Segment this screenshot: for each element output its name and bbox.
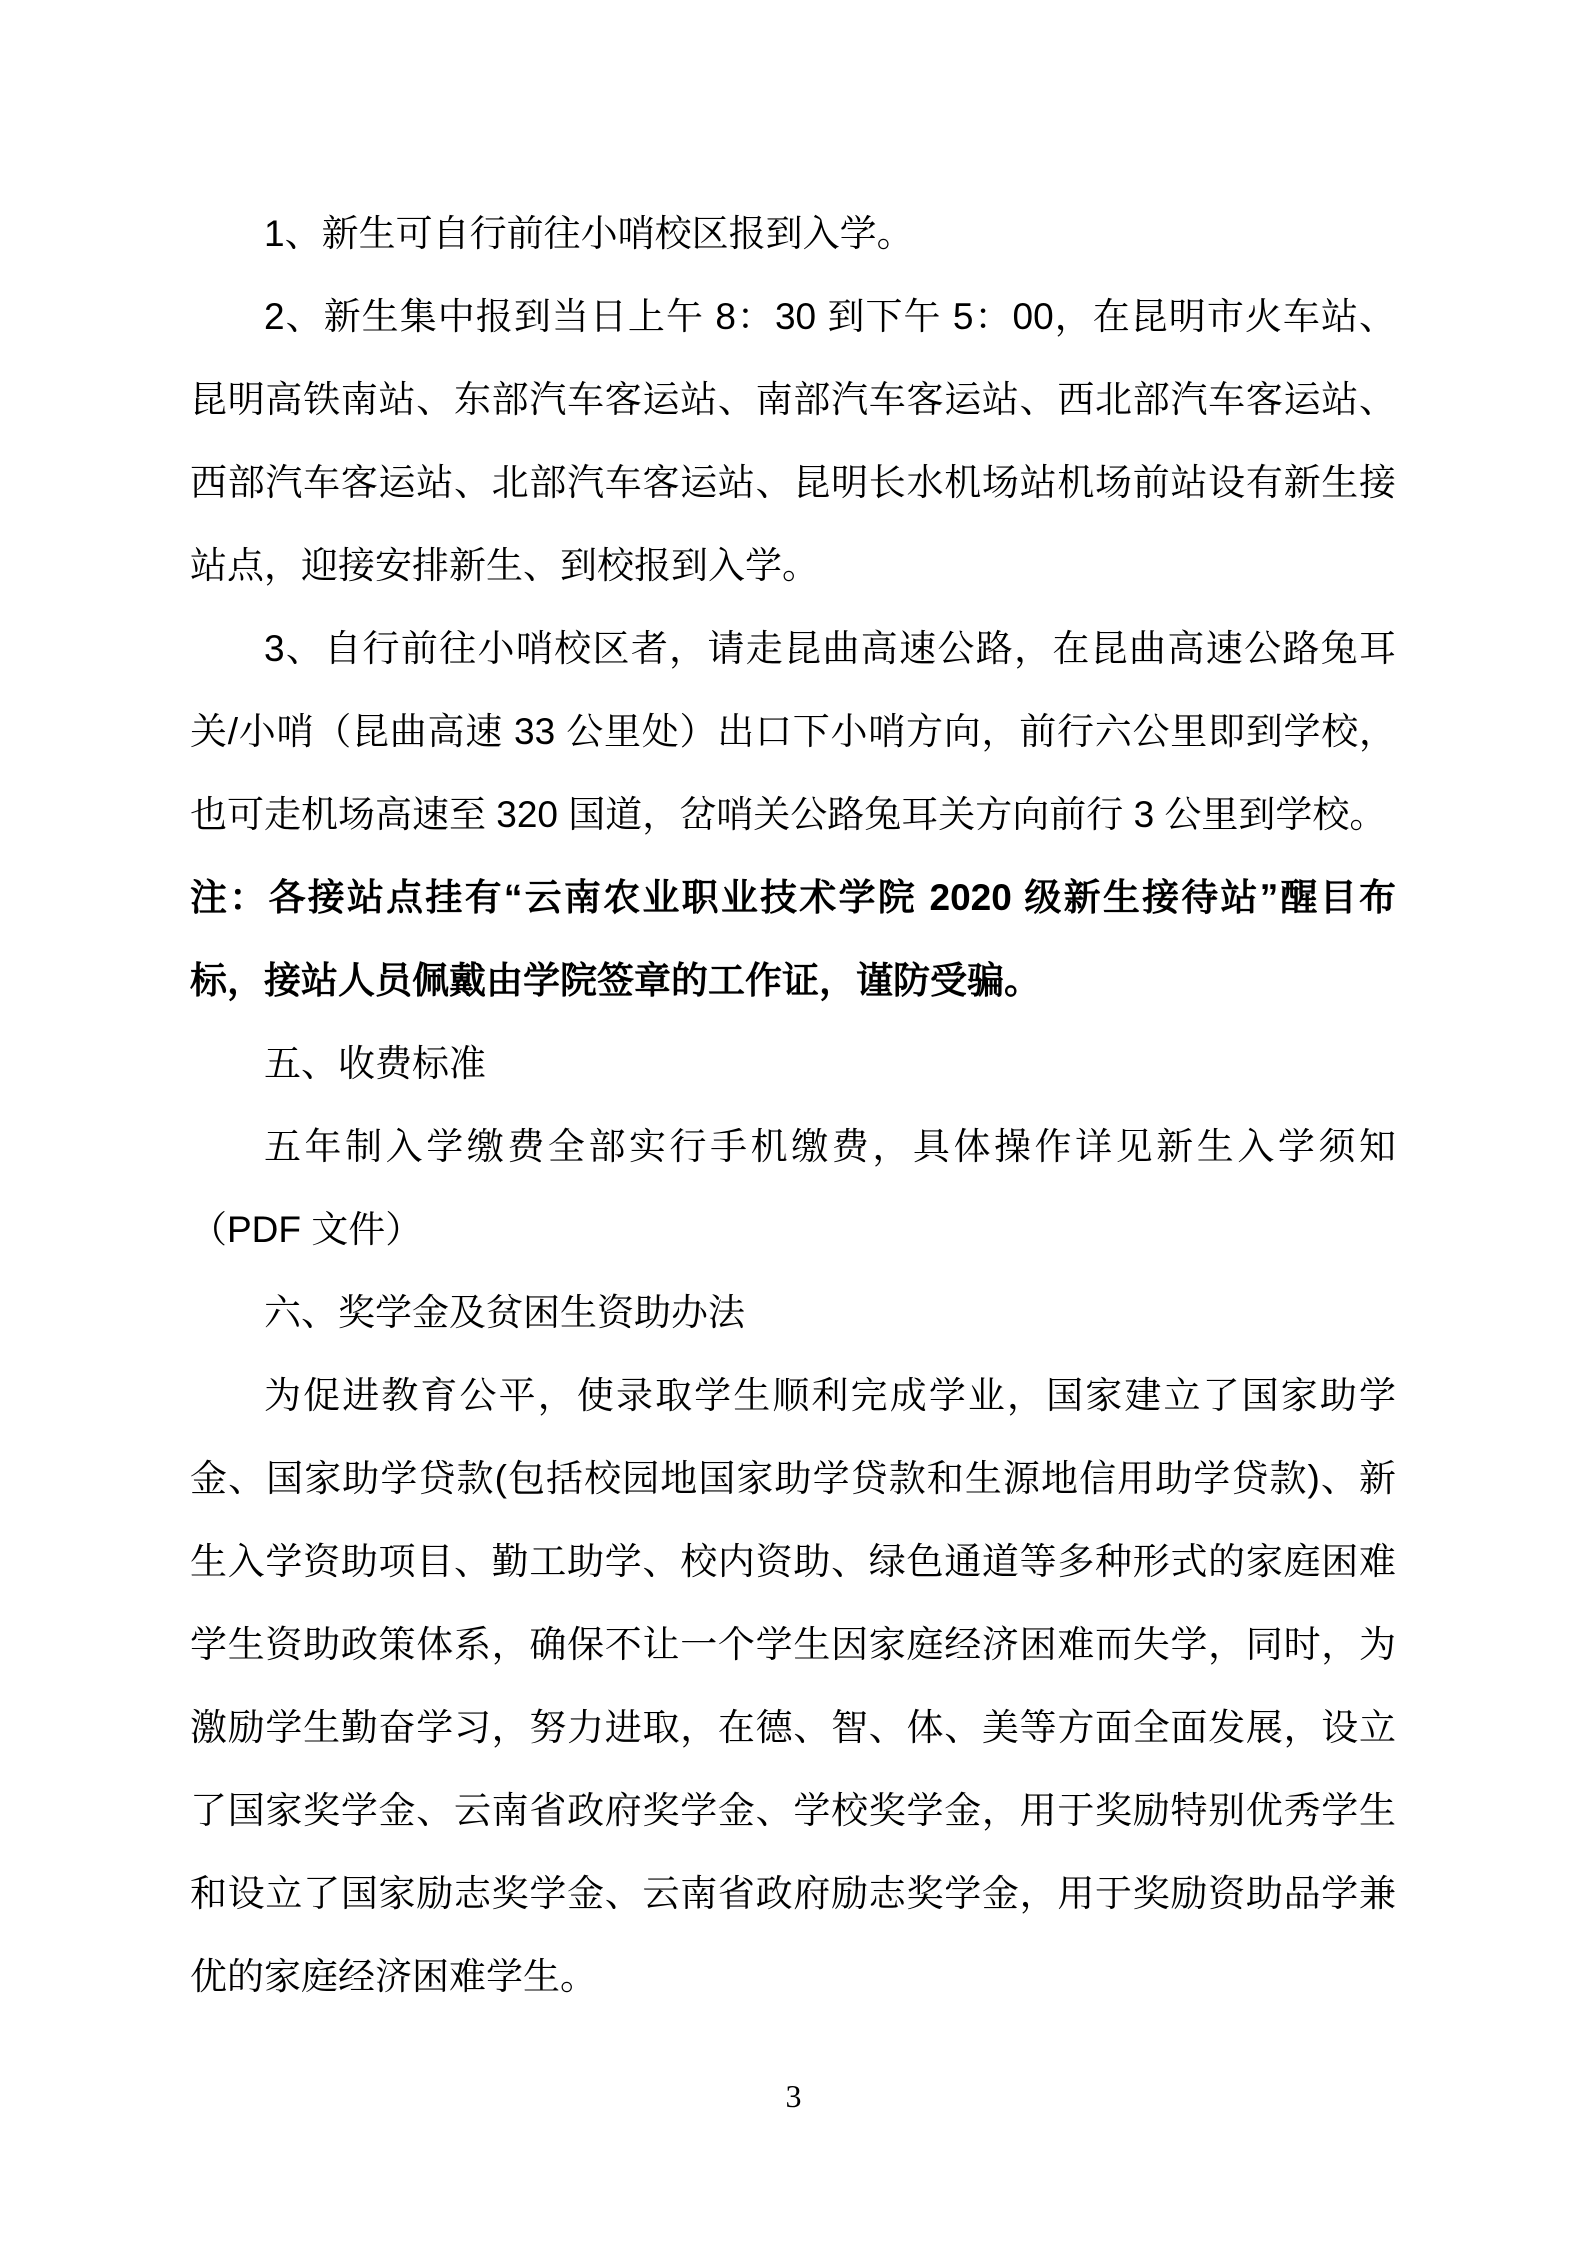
paragraph-item-1: 1、新生可自行前往小哨校区报到入学。 [264,213,914,254]
paragraph-item-2: 2、新生集中报到当日上午 8：30 到下午 5：00，在昆明市火车站、昆明高铁南站、东部汽车客运站、南部汽车客运站、西北部汽车客运站、西部汽车客运站、北部汽车客运站、昆明长水机场站机场前站设有新生接站点，迎接安排新生、到校报到入学。 [190,296,1396,586]
paragraph-item-3: 3、自行前往小哨校区者，请走昆曲高速公路，在昆曲高速公路兔耳关/小哨（昆曲高速 33 公里处）出口下小哨方向，前行六公里即到学校，也可走机场高速至 320 国道，岔哨关公路兔耳关方向前行 3 公里到学校。 [190,628,1396,835]
document-body [190,192,1396,2018]
paragraph-note-bold: 注：各接站点挂有“云南农业职业技术学院 2020 级新生接待站”醒目布标，接站人员佩戴由学院签章的工作证，谨防受骗。 [190,877,1396,1001]
paragraph-scholarship-body: 为促进教育公平，使录取学生顺利完成学业，国家建立了国家助学金、国家助学贷款(包括校园地国家助学贷款和生源地信用助学贷款)、新生入学资助项目、勤工助学、校内资助、绿色通道等多种形式的家庭困难学生资助政策体系，确保不让一个学生因家庭经济困难而失学，同时，为激励学生勤奋学习，努力进取，在德、智、体、美等方面全面发展，设立了国家奖学金、云南省政府奖学金、学校奖学金，用于奖励特别优秀学生和设立了国家励志奖学金、云南省政府励志奖学金，用于奖励资助品学兼优的家庭经济困难学生。 [190,1375,1396,1997]
section-heading-fees: 五、收费标准 [264,1043,486,1084]
page-number: 3 [785,2078,802,2114]
paragraph-fees-body: 五年制入学缴费全部实行手机缴费，具体操作详见新生入学须知（PDF 文件） [190,1126,1396,1250]
section-heading-scholarship: 六、奖学金及贫困生资助办法 [264,1292,745,1333]
